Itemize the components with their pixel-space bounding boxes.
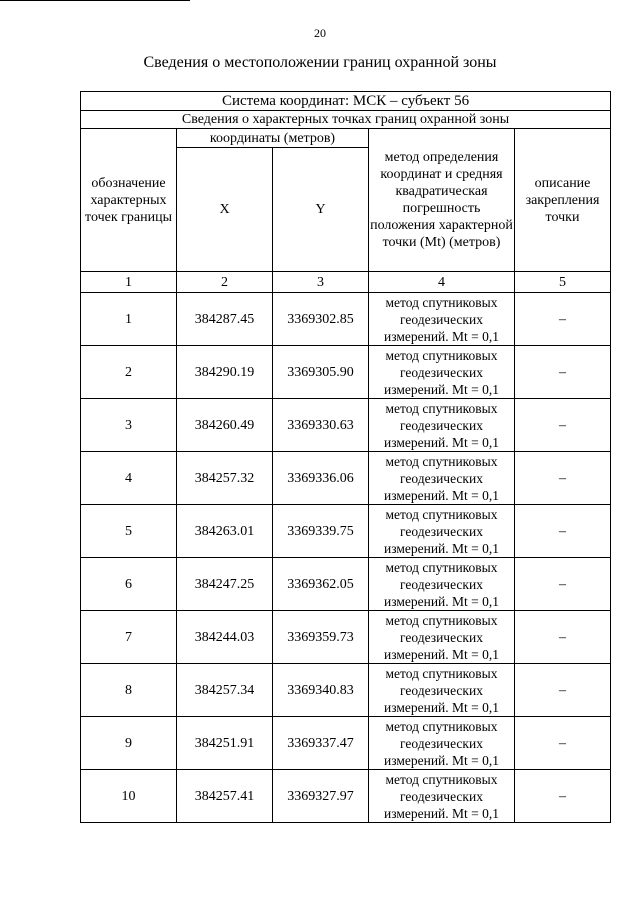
method-cell: метод спутниковых геодезических измерений. Mt = 0,1 [369, 558, 515, 611]
point-number-cell: 4 [81, 452, 177, 505]
table-system-row [81, 92, 611, 111]
method-cell: метод спутниковых геодезических измерений. Mt = 0,1 [369, 611, 515, 664]
header-method: метод определения координат и средняя квадратическая погрешность положения характерной точки (Mt) (метров) [369, 129, 515, 272]
header-x: X [177, 148, 273, 272]
table-row [81, 717, 611, 770]
x-coordinate-cell: 384260.49 [177, 399, 273, 452]
x-coordinate-cell: 384251.91 [177, 717, 273, 770]
table-subtitle: Сведения о характерных точках границ охранной зоны [81, 111, 611, 129]
y-coordinate-cell: 3369330.63 [273, 399, 369, 452]
fixing-cell: – [515, 717, 611, 770]
x-coordinate-cell: 384247.25 [177, 558, 273, 611]
point-number-cell: 6 [81, 558, 177, 611]
x-coordinate-cell: 384263.01 [177, 505, 273, 558]
y-coordinate-cell: 3369340.83 [273, 664, 369, 717]
y-coordinate-cell: 3369336.06 [273, 452, 369, 505]
fixing-cell: – [515, 664, 611, 717]
fixing-cell: – [515, 346, 611, 399]
table-subtitle-row [81, 111, 611, 129]
y-coordinate-cell: 3369359.73 [273, 611, 369, 664]
method-cell: метод спутниковых геодезических измерений. Mt = 0,1 [369, 664, 515, 717]
header-point: обозначение характерных точек границы [81, 129, 177, 272]
fixing-cell: – [515, 505, 611, 558]
table-row [81, 664, 611, 717]
fixing-cell: – [515, 770, 611, 823]
header-rule [0, 0, 190, 1]
point-number-cell: 3 [81, 399, 177, 452]
table-row [81, 399, 611, 452]
table-row [81, 558, 611, 611]
column-number: 1 [81, 272, 177, 293]
x-coordinate-cell: 384290.19 [177, 346, 273, 399]
table-row [81, 293, 611, 346]
point-number-cell: 9 [81, 717, 177, 770]
table-row [81, 611, 611, 664]
page-number: 20 [314, 26, 326, 40]
column-number: 2 [177, 272, 273, 293]
point-number-cell: 7 [81, 611, 177, 664]
column-number-row [81, 272, 611, 293]
header-y: Y [273, 148, 369, 272]
point-number-cell: 10 [81, 770, 177, 823]
x-coordinate-cell: 384244.03 [177, 611, 273, 664]
column-number: 5 [515, 272, 611, 293]
x-coordinate-cell: 384257.32 [177, 452, 273, 505]
coordinates-table [80, 91, 611, 823]
x-coordinate-cell: 384287.45 [177, 293, 273, 346]
point-number-cell: 1 [81, 293, 177, 346]
fixing-cell: – [515, 399, 611, 452]
point-number-cell: 8 [81, 664, 177, 717]
table-row [81, 770, 611, 823]
header-coords: координаты (метров) [177, 129, 369, 148]
table-row [81, 346, 611, 399]
fixing-cell: – [515, 611, 611, 664]
table-header-row [81, 129, 611, 148]
method-cell: метод спутниковых геодезических измерений. Mt = 0,1 [369, 770, 515, 823]
column-number: 3 [273, 272, 369, 293]
method-cell: метод спутниковых геодезических измерений. Mt = 0,1 [369, 346, 515, 399]
fixing-cell: – [515, 558, 611, 611]
x-coordinate-cell: 384257.41 [177, 770, 273, 823]
y-coordinate-cell: 3369337.47 [273, 717, 369, 770]
method-cell: метод спутниковых геодезических измерений. Mt = 0,1 [369, 505, 515, 558]
column-number: 4 [369, 272, 515, 293]
coordinate-system: Система координат: МСК – субъект 56 [81, 92, 611, 111]
table-row [81, 452, 611, 505]
method-cell: метод спутниковых геодезических измерений. Mt = 0,1 [369, 717, 515, 770]
y-coordinate-cell: 3369302.85 [273, 293, 369, 346]
fixing-cell: – [515, 293, 611, 346]
method-cell: метод спутниковых геодезических измерений. Mt = 0,1 [369, 399, 515, 452]
y-coordinate-cell: 3369339.75 [273, 505, 369, 558]
x-coordinate-cell: 384257.34 [177, 664, 273, 717]
method-cell: метод спутниковых геодезических измерений. Mt = 0,1 [369, 452, 515, 505]
point-number-cell: 5 [81, 505, 177, 558]
fixing-cell: – [515, 452, 611, 505]
method-cell: метод спутниковых геодезических измерений. Mt = 0,1 [369, 293, 515, 346]
point-number-cell: 2 [81, 346, 177, 399]
table-row [81, 505, 611, 558]
y-coordinate-cell: 3369362.05 [273, 558, 369, 611]
header-fixing: описание закрепления точки [515, 129, 611, 272]
page-title: Сведения о местоположении границ охранной зоны [143, 54, 497, 71]
y-coordinate-cell: 3369327.97 [273, 770, 369, 823]
y-coordinate-cell: 3369305.90 [273, 346, 369, 399]
